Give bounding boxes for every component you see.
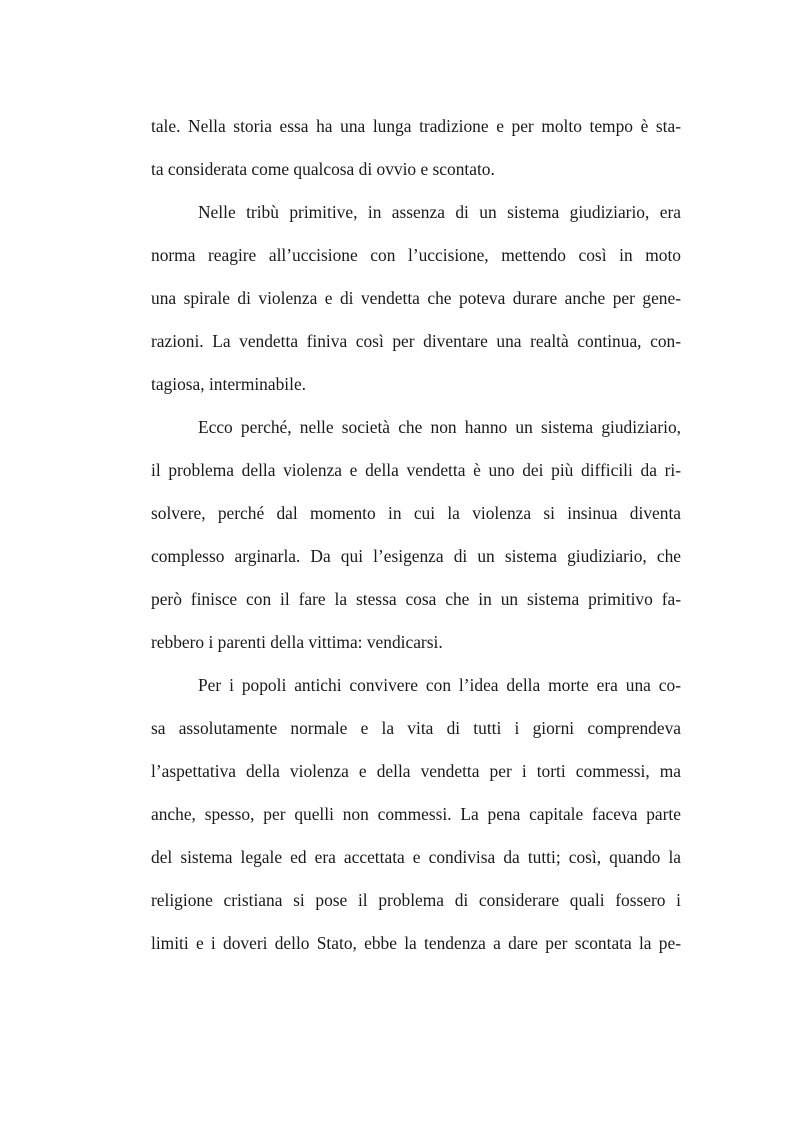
text-line: l’aspettativa della violenza e della vendetta per i torti commessi, ma: [151, 761, 681, 781]
text-line: anche, spesso, per quelli non commessi. La pena capitale faceva parte: [151, 804, 681, 824]
text-line: tale. Nella storia essa ha una lunga tradizione e per molto tempo è sta-: [151, 116, 681, 136]
text-line: Nelle tribù primitive, in assenza di un sistema giudiziario, era: [198, 202, 681, 222]
text-line: complesso arginarla. Da qui l’esigenza di un sistema giudiziario, che: [151, 546, 681, 566]
text-line: limiti e i doveri dello Stato, ebbe la tendenza a dare per scontata la pe-: [151, 933, 681, 953]
text-line: norma reagire all’uccisione con l’uccisione, mettendo così in moto: [151, 245, 681, 265]
text-line: Ecco perché, nelle società che non hanno un sistema giudiziario,: [198, 417, 681, 437]
text-line: solvere, perché dal momento in cui la violenza si insinua diventa: [151, 503, 681, 523]
text-line: sa assolutamente normale e la vita di tutti i giorni comprendeva: [151, 718, 681, 738]
text-line: Per i popoli antichi convivere con l’idea della morte era una co-: [198, 675, 681, 695]
text-line: razioni. La vendetta finiva così per diventare una realtà continua, con-: [151, 331, 681, 351]
text-line: rebbero i parenti della vittima: vendicarsi.: [151, 632, 443, 652]
text-line: del sistema legale ed era accettata e condivisa da tutti; così, quando la: [151, 847, 681, 867]
text-line: una spirale di violenza e di vendetta che poteva durare anche per gene-: [151, 288, 681, 308]
text-line: però finisce con il fare la stessa cosa che in un sistema primitivo fa-: [151, 589, 681, 609]
text-line: religione cristiana si pose il problema di considerare quali fossero i: [151, 890, 681, 910]
text-line: tagiosa, interminabile.: [151, 374, 307, 394]
text-line: il problema della violenza e della vendetta è uno dei più difficili da ri-: [151, 460, 681, 480]
text-line: ta considerata come qualcosa di ovvio e scontato.: [151, 159, 495, 179]
